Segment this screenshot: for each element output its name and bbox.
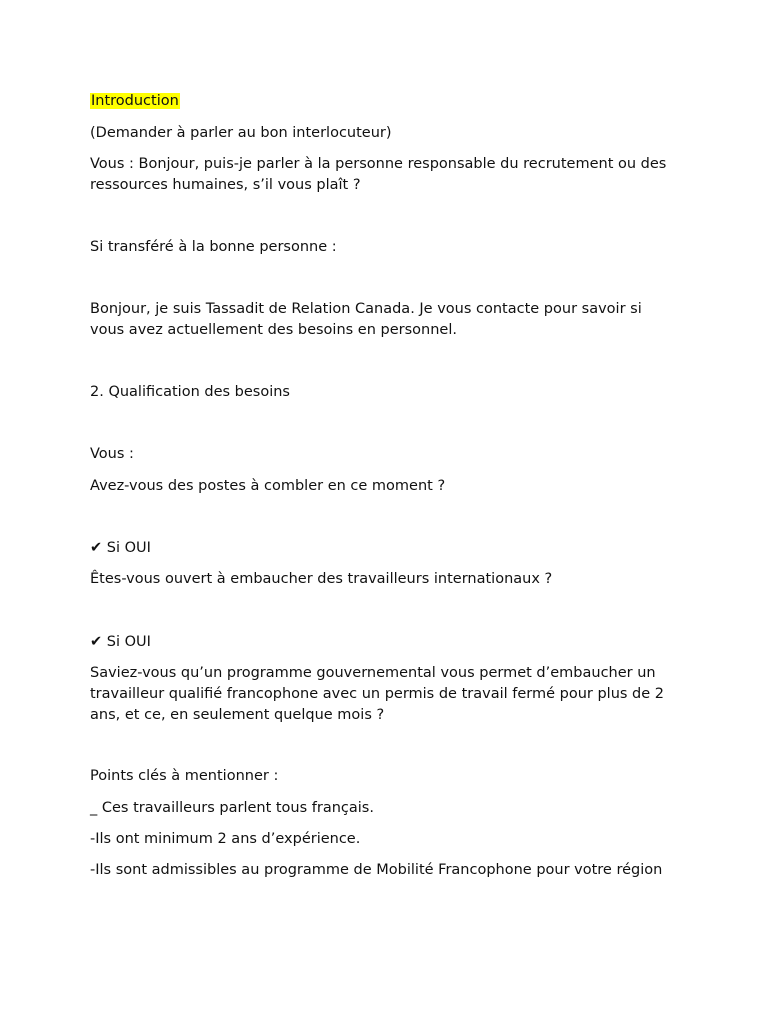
paragraph-demander: (Demander à parler au bon interlocuteur) [90, 125, 392, 141]
heading-introduction [90, 91, 680, 112]
highlighted-heading: Introduction [91, 93, 179, 109]
section-qualification: 2. Qualification des besoins [90, 384, 290, 400]
paragraph-postes: Avez-vous des postes à combler en ce moment ? [90, 478, 446, 494]
paragraph-vous-bonjour: Vous : Bonjour, puis-je parler à la personne responsable du recrutement ou des ressources humaines, s’il vous plaît ? [90, 156, 667, 193]
paragraph-programme: Saviez-vous qu’un programme gouvernemental vous permet d’embaucher un travailleur qualifié francophone avec un permis de travail fermé pour plus de 2 ans, et ce, en seulement quelque mois ? [90, 665, 665, 723]
paragraph-si-oui-1: ✔ Si OUI [90, 540, 151, 556]
bullet-mobilite: -Ils sont admissibles au programme de Mobilité Francophone pour votre région [90, 862, 663, 878]
paragraph-points-cles: Points clés à mentionner : [90, 768, 279, 784]
paragraph-vous: Vous : [90, 446, 134, 462]
paragraph-travailleurs-internationaux: Êtes-vous ouvert à embaucher des travailleurs internationaux ? [90, 571, 553, 587]
bullet-experience: -Ils ont minimum 2 ans d’expérience. [90, 831, 361, 847]
paragraph-si-transfere: Si transféré à la bonne personne : [90, 239, 337, 255]
bullet-francais: _ Ces travailleurs parlent tous français. [90, 800, 374, 816]
paragraph-si-oui-2: ✔ Si OUI [90, 634, 151, 650]
paragraph-presentation: Bonjour, je suis Tassadit de Relation Canada. Je vous contacte pour savoir si vous avez actuellement des besoins en personnel. [90, 301, 642, 338]
